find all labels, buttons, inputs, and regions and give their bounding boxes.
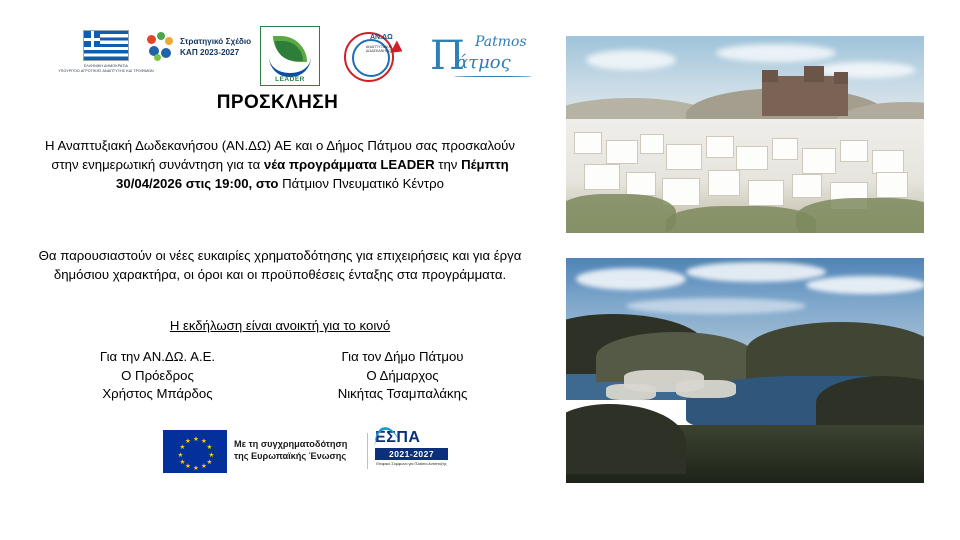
leader-logo-label: LEADER	[275, 76, 305, 83]
ando-logo-abbr: ΑΝ.ΔΩ	[370, 34, 393, 41]
signature-municipality-line-1: Για τον Δήμο Πάτμου	[341, 349, 464, 364]
ministry-logo	[58, 30, 154, 74]
invitation-paragraph-2: Θα παρουσιαστούν οι νέες ευκαιρίες χρηματοδότησης για επιχειρήσεις και για έργα δημόσιου χαρακτήρα, οι όροι και οι προϋποθέσεις ένταξης στα προγράμματα.	[38, 248, 522, 283]
eu-cofinancing-line-1: Με τη συγχρηματοδότηση	[234, 439, 348, 450]
page-title: ΠΡΟΣΚΛΗΣΗ	[216, 92, 339, 113]
eu-cofinancing-text	[234, 439, 360, 463]
ando-logo	[340, 28, 406, 84]
patmos-logo-underline	[454, 76, 532, 77]
signature-municipality-line-2: Ο Δήμαρχος	[366, 367, 439, 383]
espa-logo	[375, 429, 448, 473]
photo-patmos-bay	[566, 258, 924, 483]
kap-logo-line-2: ΚΑΠ 2023-2027	[180, 48, 240, 57]
espa-logo-word: ΕΣΠΑ	[375, 429, 421, 446]
signatures-block	[35, 348, 525, 404]
kap-mark-icon	[145, 32, 175, 62]
signature-municipality	[280, 348, 525, 404]
paragraph-1-part-2: την	[434, 157, 462, 173]
patmos-logo-greek: άτμος	[456, 52, 511, 73]
patmos-logo	[430, 32, 540, 82]
kap-logo-line-1: Στρατηγικό Σχέδιο	[180, 36, 252, 46]
photo-column	[566, 0, 960, 540]
eu-cofinancing-line-2: της Ευρωπαϊκής Ένωσης	[234, 451, 347, 461]
ando-logo-sub: ΑΝΑΠΤΥΞΙΑΚΗ ΔΩΔΕΚΑΝΗΣΟΥ	[366, 45, 394, 54]
funding-logos	[163, 428, 448, 474]
kap-logo	[145, 32, 251, 62]
footer-divider	[367, 433, 368, 469]
paragraph-1-part-3: Πάτμιον Πνευματικό Κέντρο	[278, 176, 444, 192]
patmos-logo-pi: Π	[430, 33, 465, 79]
signature-ando	[35, 348, 280, 404]
ministry-logo-line-1: ΕΛΛΗΝΙΚΗ ΔΗΜΟΚΡΑΤΙΑ	[83, 64, 129, 68]
paragraph-1-bold-2: Πέμπτη 30/04/2026 στις 19:00, στο	[116, 157, 509, 192]
eu-flag-icon: ★ ★ ★ ★ ★ ★ ★ ★ ★ ★ ★ ★	[163, 430, 227, 473]
paragraph-1-bold-1: νέα προγράμματα LEADER	[263, 157, 435, 173]
invitation-open-note: Η εκδήλωση είναι ανοικτή για το κοινό	[169, 318, 391, 333]
photo-patmos-chora	[566, 36, 924, 233]
espa-logo-sub: Εταιρικό Σύμφωνο για Πλαίσιο Ανάπτυξης	[376, 461, 447, 466]
leader-emblem-icon	[260, 26, 320, 86]
ministry-logo-line-2: ΥΠΟΥΡΓΕΙΟ ΑΓΡΟΤΙΚΗΣ ΑΝΑΠΤΥΞΗΣ ΚΑΙ ΤΡΟΦΙΜΩΝ	[58, 69, 154, 74]
patmos-logo-latin: Patmos	[475, 34, 527, 50]
invitation-paragraph-1	[35, 136, 525, 193]
leader-logo	[260, 26, 320, 86]
signature-municipality-line-3: Νικήτας Τσαμπαλάκης	[337, 386, 468, 402]
signature-ando-line-2: Ο Πρόεδρος	[121, 367, 194, 383]
logo-row	[40, 26, 540, 88]
paragraph-1-part-1: Η Αναπτυξιακή Δωδεκανήσου (ΑΝ.ΔΩ) ΑΕ και ο Δήμος Πάτμου σας προσκαλούν στην ενημερωτική συνάντηση για τα	[45, 138, 515, 173]
signature-ando-line-1: Για την ΑΝ.ΔΩ. Α.Ε.	[99, 349, 216, 364]
greek-flag-icon	[83, 30, 129, 61]
ando-emblem-icon	[340, 28, 406, 84]
espa-logo-period: 2021-2027	[375, 448, 448, 460]
signature-ando-line-3: Χρήστος Μπάρδος	[102, 386, 213, 402]
